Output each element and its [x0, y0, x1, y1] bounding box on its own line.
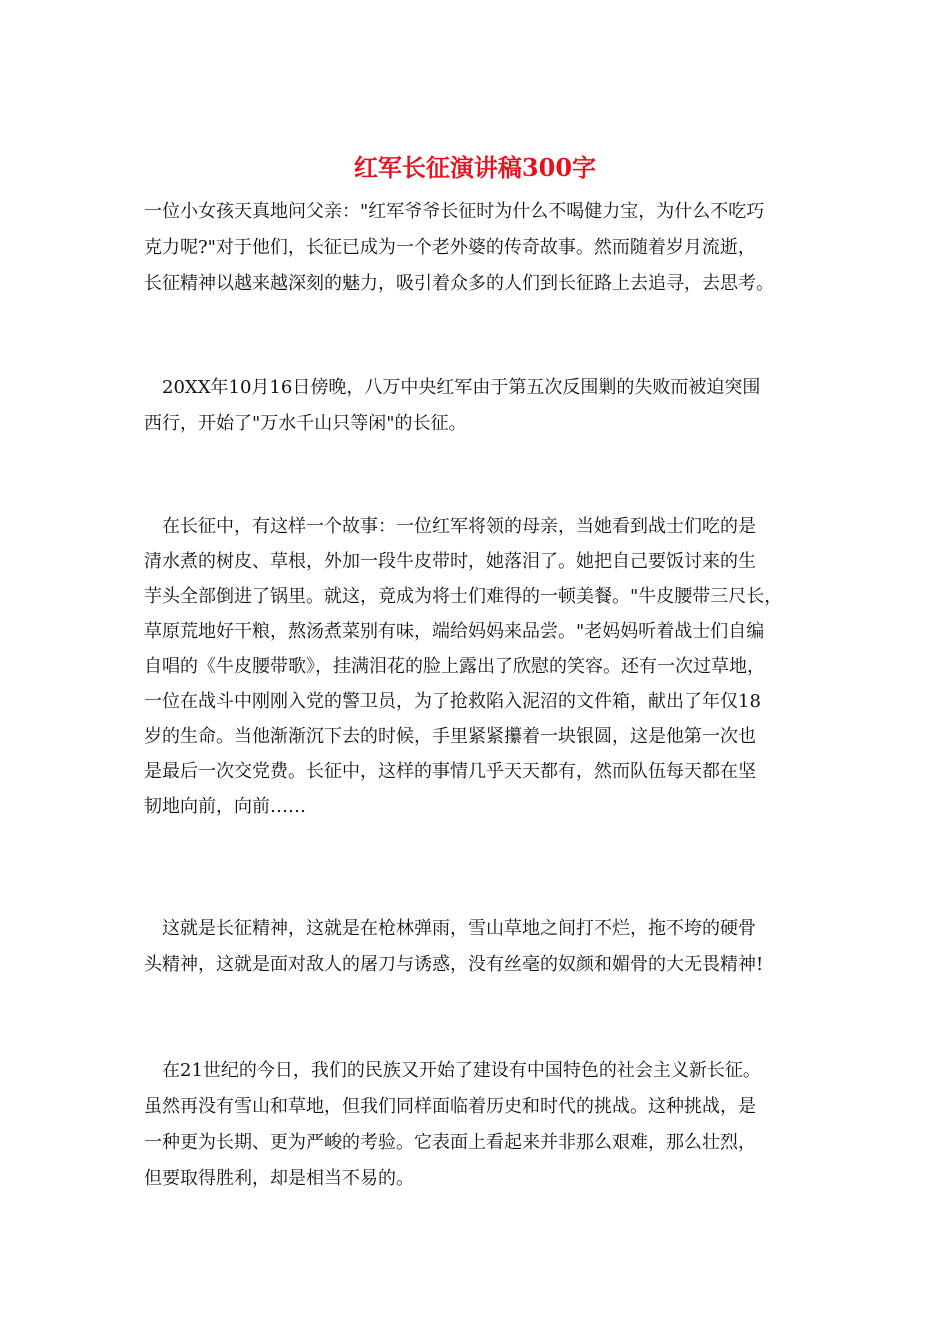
paragraph-line: 但要取得胜利，却是相当不易的。	[144, 1168, 414, 1189]
paragraph-2	[144, 370, 812, 442]
paragraph-4	[144, 911, 812, 983]
paragraph-1	[144, 194, 812, 302]
paragraph-line: 清水煮的树皮、草根，外加一段牛皮带时，她落泪了。她把自己要饭讨来的生	[144, 551, 756, 572]
paragraph-line: 这就是长征精神，这就是在枪林弹雨，雪山草地之间打不烂，拖不垮的硬骨	[144, 918, 756, 939]
paragraph-3	[144, 509, 812, 824]
paragraph-line: 一位小女孩天真地问父亲："红军爷爷长征时为什么不喝健力宝，为什么不吃巧	[144, 201, 765, 222]
paragraph-line: 克力呢?"对于他们，长征已成为一个老外婆的传奇故事。然而随着岁月流逝，	[144, 237, 756, 258]
paragraph-line: 芋头全部倒进了锅里。就这，竟成为将士们难得的一顿美餐。"牛皮腰带三尺长，	[144, 586, 783, 607]
paragraph-line: 一种更为长期、更为严峻的考验。它表面上看起来并非那么艰难，那么壮烈，	[144, 1132, 756, 1153]
paragraph-line: 长征精神以越来越深刻的魅力，吸引着众多的人们到长征路上去追寻，去思考。	[144, 273, 774, 294]
paragraph-5	[144, 1053, 812, 1197]
paragraph-line: 20XX年10月16日傍晚，八万中央红军由于第五次反围剿的失败而被迫突围	[144, 377, 761, 398]
document-title: 红军长征演讲稿300字	[353, 153, 597, 182]
paragraph-line: 自唱的《牛皮腰带歌》，挂满泪花的脸上露出了欣慰的笑容。还有一次过草地，	[144, 656, 765, 677]
paragraph-line: 韧地向前，向前……	[144, 796, 306, 817]
paragraph-line: 西行，开始了"万水千山只等闲"的长征。	[144, 413, 467, 434]
paragraph-line: 一位在战斗中刚刚入党的警卫员，为了抢救陷入泥沼的文件箱，献出了年仅18	[144, 691, 761, 712]
paragraph-line: 虽然再没有雪山和草地，但我们同样面临着历史和时代的挑战。这种挑战，是	[144, 1096, 756, 1117]
paragraph-line: 是最后一次交党费。长征中，这样的事情几乎天天都有，然而队伍每天都在坚	[144, 761, 756, 782]
paragraph-line: 头精神，这就是面对敌人的屠刀与诱惑，没有丝毫的奴颜和媚骨的大无畏精神!	[144, 954, 764, 975]
paragraph-line: 在21世纪的今日，我们的民族又开始了建设有中国特色的社会主义新长征。	[144, 1060, 761, 1081]
paragraph-line: 在长征中，有这样一个故事：一位红军将领的母亲，当她看到战士们吃的是	[144, 516, 756, 537]
paragraph-line: 岁的生命。当他渐渐沉下去的时候，手里紧紧攥着一块银圆，这是他第一次也	[144, 726, 756, 747]
paragraph-line: 草原荒地好干粮，熬汤煮菜别有味，端给妈妈来品尝。"老妈妈听着战士们自编	[144, 621, 765, 642]
